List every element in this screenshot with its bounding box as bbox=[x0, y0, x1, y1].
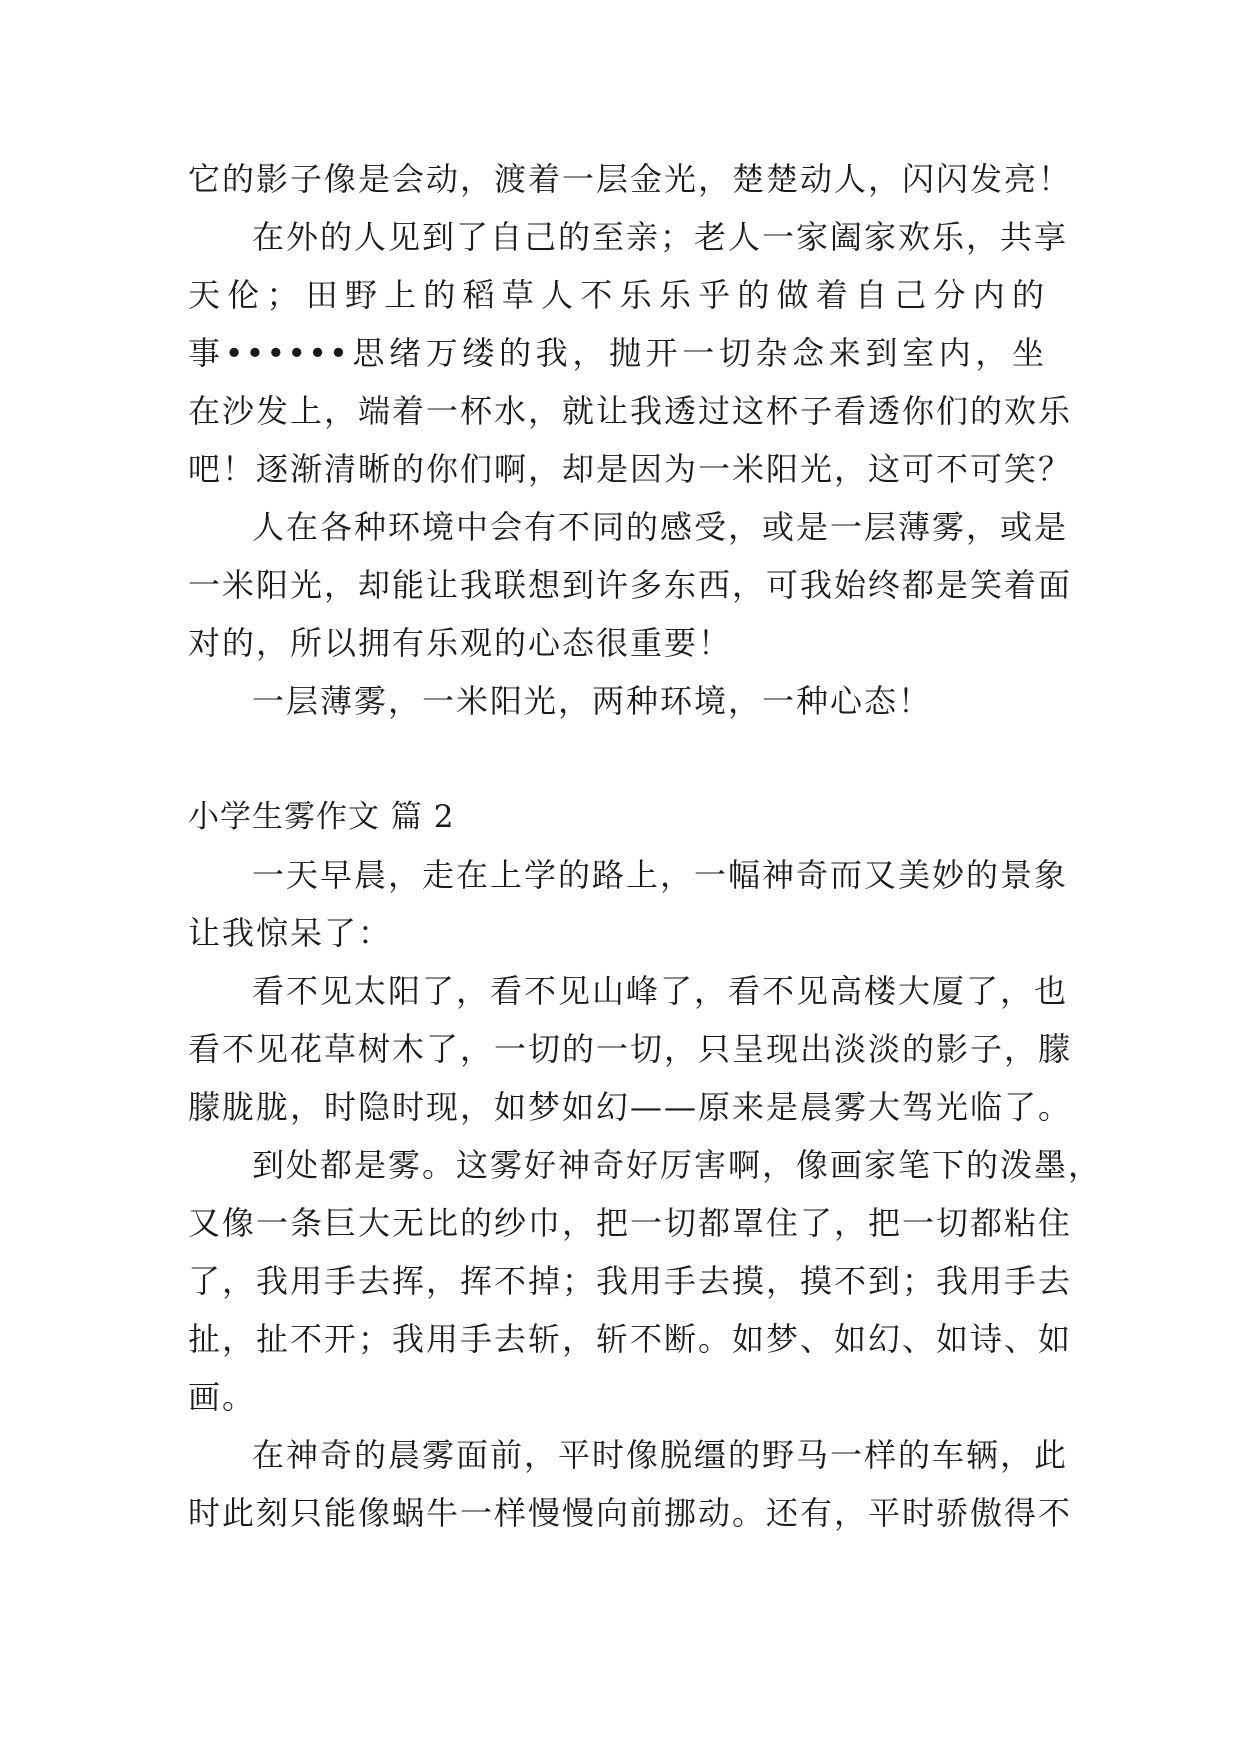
text-line: 在神奇的晨雾面前，平时像脱缰的野马一样的车辆，此 bbox=[252, 1436, 1069, 1474]
text-line: 时此刻只能像蜗牛一样慢慢向前挪动。还有，平时骄傲得不 bbox=[188, 1494, 1073, 1532]
text-line: 一层薄雾，一米阳光，两种环境，一种心态！ bbox=[252, 682, 933, 720]
text-line: 了，我用手去挥，挥不掉；我用手去摸，摸不到；我用手去 bbox=[188, 1262, 1073, 1300]
text-line: 一天早晨，走在上学的路上，一幅神奇而又美妙的景象 bbox=[252, 856, 1069, 894]
section-gap bbox=[188, 730, 1058, 788]
text-line: 在外的人见到了自己的至亲；老人一家阖家欢乐，共享 bbox=[252, 218, 1069, 256]
text-line: 一米阳光，却能让我联想到许多东西，可我始终都是笑着面 bbox=[188, 566, 1073, 604]
text-line: 它的影子像是会动，渡着一层金光，楚楚动人，闪闪发亮！ bbox=[188, 160, 1073, 198]
text-line: 画。 bbox=[188, 1378, 257, 1416]
paragraph-6 bbox=[188, 962, 1073, 1136]
text-line: 事••••••思绪万缕的我，抛开一切杂念来到室内，坐 bbox=[188, 334, 1046, 372]
text-line: 看不见太阳了，看不见山峰了，看不见高楼大厦了，也 bbox=[252, 972, 1069, 1010]
paragraph-5 bbox=[188, 846, 1069, 962]
paragraph-2 bbox=[188, 208, 1073, 498]
document-page bbox=[188, 150, 1103, 1542]
text-line: 对的，所以拥有乐观的心态很重要！ bbox=[188, 624, 733, 662]
text-line: 在沙发上，端着一杯水，就让我透过这杯子看透你们的欢乐 bbox=[188, 392, 1073, 430]
text-line: 吧！逐渐清晰的你们啊，却是因为一米阳光，这可不可笑？ bbox=[188, 450, 1073, 488]
section-heading: 小学生雾作文 篇 2 bbox=[188, 799, 455, 835]
text-line: 人在各种环境中会有不同的感受，或是一层薄雾，或是 bbox=[252, 508, 1069, 546]
text-line: 到处都是雾。这雾好神奇好厉害啊，像画家笔下的泼墨， bbox=[252, 1146, 1103, 1184]
paragraph-7 bbox=[188, 1136, 1103, 1426]
paragraph-8 bbox=[188, 1426, 1073, 1542]
text-line: 扯，扯不开；我用手去斩，斩不断。如梦、如幻、如诗、如 bbox=[188, 1320, 1073, 1358]
text-line: 看不见花草树木了，一切的一切，只呈现出淡淡的影子，朦 bbox=[188, 1030, 1073, 1068]
paragraph-1 bbox=[188, 150, 1073, 208]
text-line: 天伦；田野上的稻草人不乐乐乎的做着自己分内的 bbox=[188, 276, 1046, 314]
text-line: 又像一条巨大无比的纱巾，把一切都罩住了，把一切都粘住 bbox=[188, 1204, 1073, 1242]
paragraph-4 bbox=[188, 672, 1058, 730]
paragraph-3 bbox=[188, 498, 1073, 672]
text-line: 让我惊呆了： bbox=[188, 914, 393, 952]
text-line: 朦胧胧，时隐时现，如梦如幻——原来是晨雾大驾光临了。 bbox=[188, 1088, 1073, 1126]
